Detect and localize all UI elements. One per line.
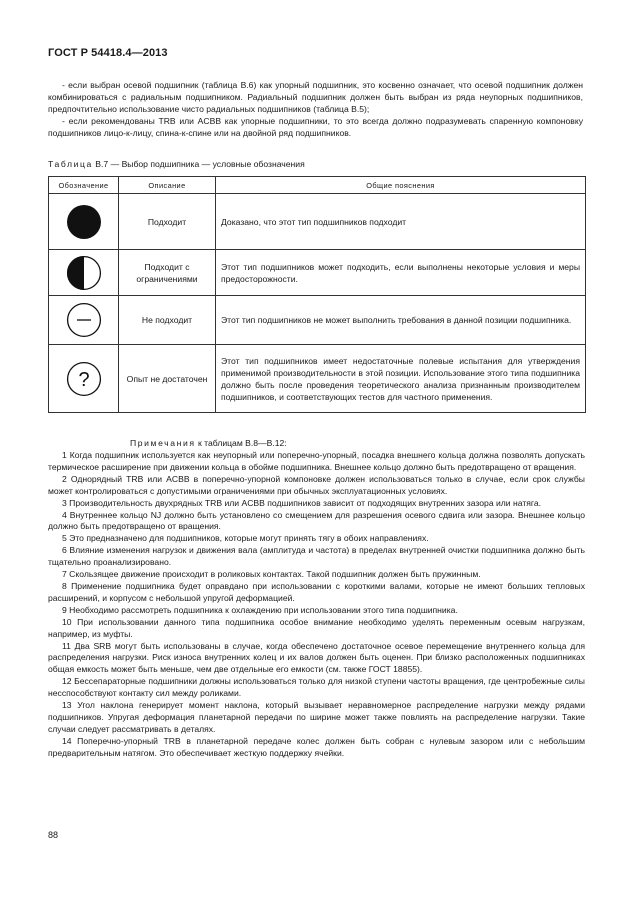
table-header-row bbox=[49, 177, 586, 194]
table-caption bbox=[48, 158, 583, 170]
filled-circle-icon bbox=[66, 204, 102, 240]
notes-title-suffix: к таблицам В.8—В.12: bbox=[198, 438, 287, 448]
question-mark-glyph: ? bbox=[77, 368, 90, 391]
note-item: 4 Внутреннее кольцо NJ должно быть установлено со смещением для разрешения осевого сдвига или зазора. Внешнее кольцо должно быть предотвращено от вращения. bbox=[48, 509, 585, 532]
table-row bbox=[49, 345, 586, 413]
intro-text bbox=[48, 79, 583, 139]
intro-paragraph: - если выбран осевой подшипник (таблица В.6) как упорный подшипник, это косвенно означает, что осевой подшипник должен комбинироваться с радиальным подшипником. Радиальный подшипник должен быть выбран из ряда неупорных подшипников, предпочтительно использование чисто радиальных подшипников (таблица В.5); bbox=[48, 80, 583, 114]
question-circle-icon bbox=[66, 361, 102, 397]
note-item: 9 Необходимо рассмотреть подшипника к охлаждению при использовании этого типа подшипника. bbox=[62, 604, 458, 615]
symbol-cell bbox=[49, 194, 119, 250]
notes-title bbox=[48, 437, 585, 449]
description-cell: Опыт не достаточен bbox=[119, 345, 216, 413]
notes-title-prefix: Примечания bbox=[130, 438, 196, 448]
symbol-cell bbox=[49, 250, 119, 296]
note-item: 13 Угол наклона генерирует момент наклона, который вызывает неравномерное распределение нагрузки между рядами подшипников. Упругая деформация планетарной передачи по ширине может также повлиять на распределение нагрузки. Такие случаи следует рассматривать в деталях. bbox=[48, 700, 585, 734]
table-row bbox=[49, 296, 586, 345]
note-item: 14 Поперечно-упорный TRB в планетарной передаче колес должен быть собран с нулевым зазором или с небольшим предварительным натягом. Это обеспечивает жесткую поддержку ячейки. bbox=[48, 735, 585, 758]
explanation-cell: Этот тип подшипников может подходить, если выполнены некоторые условия и меры предосторожности. bbox=[216, 250, 586, 296]
minus-circle-icon bbox=[66, 302, 102, 338]
note-item: 11 Два SRB могут быть использованы в случае, когда обеспечено достаточное осевое перемещение внутреннего кольца для распределения нагрузки. Риск износа внутренних колец и их валов должен быть оценен. При близко расположенных подшипниках общая емкость может быть меньше, чем две отдельные его емкости (см. также ГОСТ 18855). bbox=[48, 640, 585, 675]
table-row bbox=[49, 250, 586, 296]
table-row bbox=[49, 194, 586, 250]
explanation-cell: Доказано, что этот тип подшипников подходит bbox=[216, 194, 586, 250]
column-header-symbol: Обозначение bbox=[49, 177, 119, 194]
note-item: 12 Бессепараторные подшипники должны использоваться только для низкой ступени частоты вращения, где центробежные силы несспособствуют контакту сил между роликами. bbox=[48, 676, 585, 699]
note-item: 5 Это предназначено для подшипников, которые могут принять тягу в обоих направлениях. bbox=[62, 533, 429, 544]
explanation-cell: Этот тип подшипников не может выполнить требования в данной позиции подшипника. bbox=[216, 296, 586, 345]
half-filled-circle-icon bbox=[66, 255, 102, 291]
description-cell: Подходит bbox=[119, 194, 216, 250]
description-cell: Не подходит bbox=[119, 296, 216, 345]
note-item: 10 При использовании данного типа подшипника особое внимание необходимо уделять переменным осевым нагрузкам, например, из муфты. bbox=[48, 616, 585, 639]
explanation-cell: Этот тип подшипников имеет недостаточные полевые испытания для утверждения применимой производительности в этой позиции. Использование этого типа подшипника должно быть после проведения теоретического анализа признанным производителем подшипников, и соответствующих тестов для частного применения. bbox=[216, 345, 586, 413]
symbol-cell bbox=[49, 296, 119, 345]
note-item: 8 Применение подшипника будет оправдано при использовании с короткими валами, которые не имеют больших тепловых расширений, и корпусом с небольшой упругой деформацией. bbox=[48, 580, 585, 603]
standard-header: ГОСТ Р 54418.4—2013 bbox=[48, 47, 168, 59]
column-header-explanation: Общие пояснения bbox=[216, 177, 586, 194]
note-item: 2 Однорядный TRB или ACBB в поперечно-упорной компоновке должен использоваться только в случае, если срок службы может контролироваться с допустимыми ограничениями при обычных эксплуатационных условиях. bbox=[48, 473, 585, 496]
intro-paragraph: - если рекомендованы TRB или ACBB как упорные подшипники, то это всегда должно подразумевать спаренную компоновку подшипников лицо-к-лицу, спина-к-спине или на двойной ряд подшипников. bbox=[48, 116, 583, 138]
description-cell: Подходит с ограничениями bbox=[119, 250, 216, 296]
symbol-cell bbox=[49, 345, 119, 413]
table-caption-prefix: Таблица bbox=[48, 159, 93, 169]
symbols-table bbox=[48, 176, 586, 413]
column-header-description: Описание bbox=[119, 177, 216, 194]
note-item: 6 Влияние изменения нагрузок и движения вала (амплитуда и частота) в пределах внутренней очистки подшипника должно быть тщательно проанализировано. bbox=[48, 545, 585, 568]
note-item: 3 Производительность двухрядных TRB или ACBB подшипников зависит от подходящих внутренних зазора или натяга. bbox=[62, 497, 542, 508]
note-item: 1 Когда подшипник используется как неупорный или поперечно-упорный, посадка внешнего кольца должна позволять допускать термическое расширение при движении кольца в обойме подшипника. Внешнее кольцо должно быть предотвращено от вращения. bbox=[48, 450, 585, 472]
page-number: 88 bbox=[48, 830, 59, 840]
note-item: 7 Скользящее движение происходит в роликовых контактах. Такой подшипник должен быть пружинным. bbox=[62, 569, 481, 580]
notes-section bbox=[48, 437, 585, 760]
table-caption-text: В.7 — Выбор подшипника — условные обозначения bbox=[95, 159, 305, 169]
